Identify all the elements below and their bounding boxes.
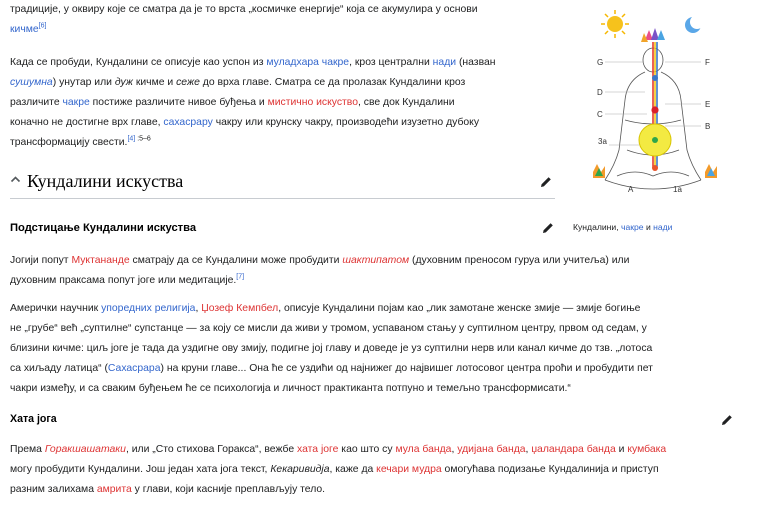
text-run: Према [10,444,45,455]
caption-link-nadi[interactable]: нади [653,222,673,232]
link-sahasrara[interactable]: сахасрару [163,117,213,128]
text-run: духовним праксама попут јоге или медитације. [10,275,237,286]
text-run: не „грубе“ већ „суптилне“ супстанце — за коју се мисли да живи у тромом, успаваном стању у суптилном центру, првом од седам, у [10,323,647,334]
intro-paragraph-1 [10,0,555,40]
reference-link[interactable]: [4] [127,135,136,143]
text-run: , или „Сто стихова Горакса“, вежбе [125,444,298,455]
subsection-heading-text: Подстицање Кундалини искуства [10,222,197,234]
figure-caption [573,222,672,232]
text-run: и [615,444,628,455]
text-run: Када се пробуди, Кундалини се описује као успон из [10,57,267,68]
intro-paragraph-2 [10,53,555,153]
text-run: могу пробудити Кундалини. Још један хата јога текст, [10,464,271,475]
reference-link[interactable]: [6] [38,22,47,30]
text-run: ) на круни главе... Она ће се уздићи од најнижег до највишег лотосовог центра проћи и пробудити пет [160,363,653,374]
diagram-label-g: G [597,58,604,67]
text-run: , [195,303,202,314]
diagram-label-f: F [705,58,710,67]
text-run: са хиљаду латица“ ( [10,363,108,374]
crown-chakra-petals [641,28,665,42]
text-run: Јогији попут [10,255,72,266]
sun-icon [601,10,629,38]
subsection-heading-text: Хата јога [10,413,57,425]
text-run: , каже да [329,464,377,475]
link-kichme[interactable]: кичме [10,24,39,35]
crescent-moon-icon [685,15,704,33]
text-run: (духовним преносом гуруа или учитеља) или [409,255,630,266]
chakra-point [652,165,658,171]
section-heading [10,168,555,199]
text-run: као што су [338,444,396,455]
text-run: у глави, који касније преплављују тело. [131,484,326,495]
redlink-jalandhara-bandha[interactable]: џаландара банда [531,444,616,455]
section-heading-text: Кундалини искуства [27,171,184,191]
subsection-heading-hatha [10,413,57,425]
diagram-label-1a: 1a [673,185,682,194]
paragraph-hatha-yoga [10,440,762,500]
text-run: , [525,444,532,455]
chakra-point [652,75,658,81]
kundalini-diagram [565,0,765,215]
text-run: Амерички научник [10,303,102,314]
diagram-label-c: C [597,110,603,119]
redlink-amrita[interactable]: амрита [96,484,132,495]
redlink-khechari-mudra[interactable]: кечари мудра [376,464,442,475]
caption-text: Кундалини, [573,222,621,232]
kundalini-figure[interactable] [565,0,765,240]
italic-text: Кекаривидја [270,464,330,475]
text-run: разним залихама [10,484,97,495]
text-run: коначно не достигне врх главе, [10,117,164,128]
diagram-label-3a: 3a [598,137,607,146]
pencil-icon[interactable] [720,413,734,427]
chakra-point [652,137,658,143]
text-run: ) унутар или [52,77,115,88]
text-run: чакру или крунску чакру, производећи изузетно дубоку [212,117,480,128]
text-run: , [451,444,458,455]
diagram-label-b: B [705,122,711,131]
paragraph-shaktipat [10,251,760,291]
text-run: (назван [456,57,496,68]
text-run: традиције, у оквиру које се сматра да је то врста „космичке енергије“ која се акумулира у основи [10,4,478,15]
text-run: сматрају да се Кундалини може пробудити [129,255,343,266]
text-run: , кроз централни [349,57,433,68]
link-muladhara[interactable]: муладхара чакре [266,57,350,68]
link-nadi[interactable]: нади [432,57,457,68]
reference-link[interactable]: [7] [236,273,245,281]
diagram-label-d: D [597,88,603,97]
redlink-shaktipat[interactable]: шактипатом [342,255,410,266]
subsection-heading [10,222,196,234]
diagram-label-e: E [705,100,711,109]
redlink-gorakshashataka[interactable]: Горакшашатаки [44,444,126,455]
italic-text: дуж [114,77,133,88]
chevron-up-icon[interactable] [10,174,21,188]
diagram-label-a: A [628,185,634,194]
text-run: чакри између, и са сваким буђењем ће се психологија и личност практиканта потпуно и темељно трансформисати.“ [10,383,571,394]
text-run: кичме и [132,77,177,88]
text-run: различите [10,97,63,108]
link-sahasrara-2[interactable]: Сахасрара [107,363,161,374]
redlink-mula-bandha[interactable]: мула банда [395,444,452,455]
redlink-kumbhaka[interactable]: кумбака [627,444,667,455]
text-run: постиже различите нивое буђења и [89,97,268,108]
text-run: трансформацију свести. [10,137,128,148]
italic-text: сеже [176,77,200,88]
redlink-uddiyana-bandha[interactable]: удијана банда [457,444,526,455]
chakra-point [651,106,658,113]
text-run: , описује Кундалини појам као „лик замотане женске змије — змије богиње [278,303,641,314]
redlink-muktananda[interactable]: Муктананде [71,255,130,266]
redlink-hatha-yoga[interactable]: хата јоге [297,444,339,455]
caption-text: и [643,222,654,232]
paragraph-campbell [10,299,762,399]
link-uporedne-religije[interactable]: упоредних религија [101,303,196,314]
link-sushumna[interactable]: сушумна [10,77,53,88]
text-run: близини кичме: циљ јоге је тада да уздигне ову змију, подигне јој главу и доведе је уз суптилни нерв или канал кичме до тзв. „лотоса [10,343,653,354]
pencil-icon[interactable] [541,221,555,235]
text-run: , све док Кундалини [358,97,455,108]
text-run: до врха главе. Сматра се да пролазак Кундалини кроз [199,77,466,88]
pencil-icon[interactable] [539,175,553,189]
text-run: омогућава подизање Кундалинија и приступ [441,464,659,475]
reference-pages: :5–6 [135,135,151,143]
caption-link-chakre[interactable]: чакре [620,222,644,232]
redlink-mistichno[interactable]: мистично искуство [267,97,358,108]
link-chakre[interactable]: чакре [62,97,90,108]
redlink-campbell[interactable]: Џозеф Кемпбел [201,303,279,314]
